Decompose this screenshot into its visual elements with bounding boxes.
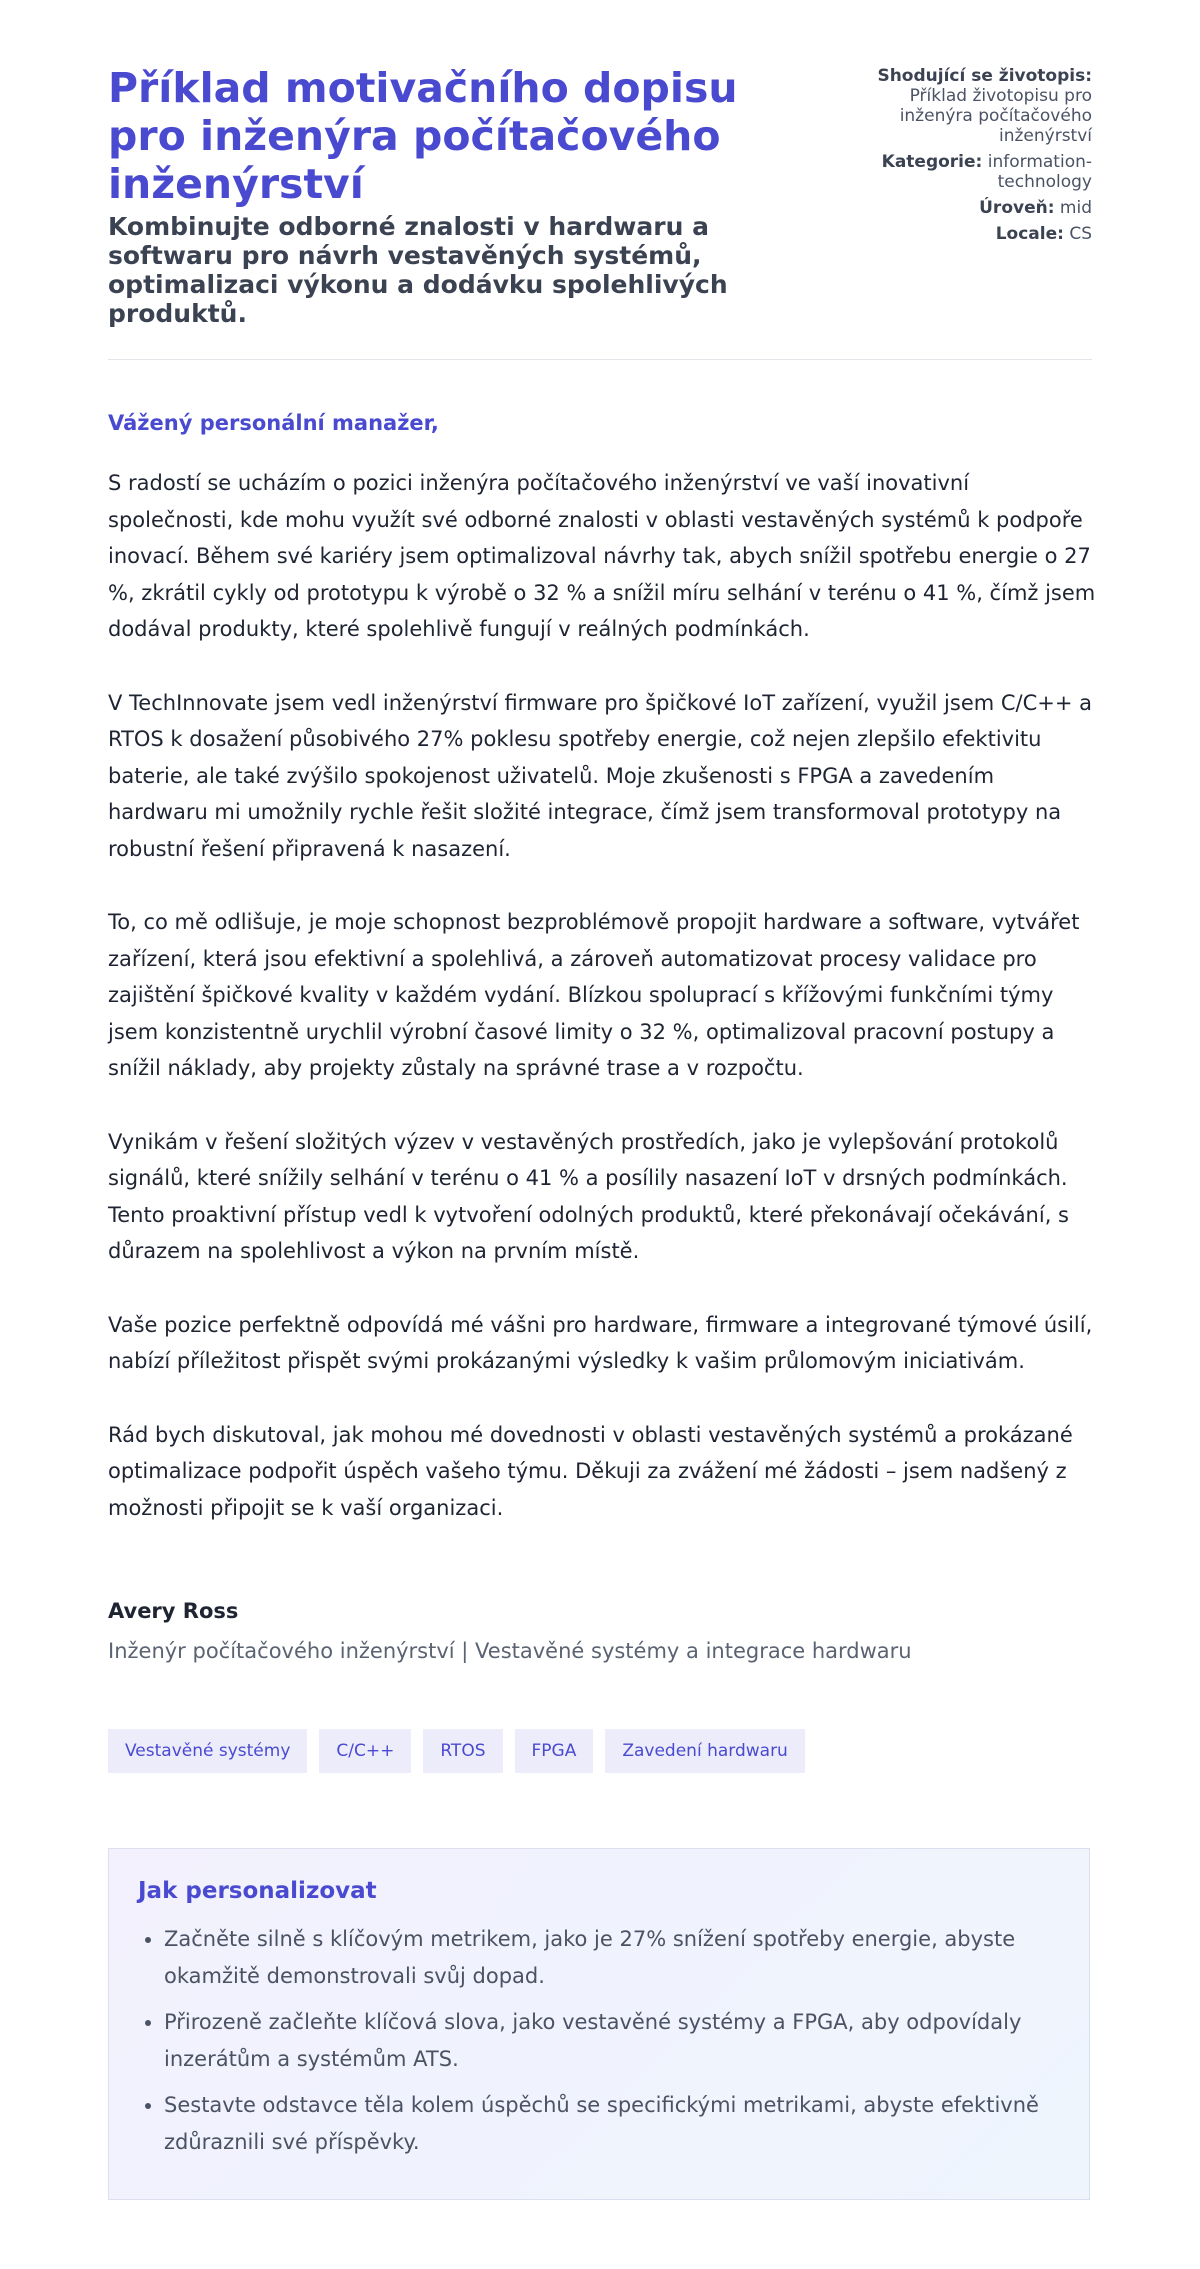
letter-paragraph: Vaše pozice perfektně odpovídá mé vášni pro hardware, firmware a integrované týmové úsilí, nabízí příležitost přispět svými prokázanými výsledky k vašim průlomovým iniciativám. <box>108 1312 1093 1373</box>
signature-title: Inženýr počítačového inženýrství | Vestavěné systémy a integrace hardwaru <box>108 1639 912 1663</box>
meta-panel <box>832 66 1092 250</box>
letter-paragraph: To, co mě odlišuje, je moje schopnost bezproblémově propojit hardware a software, vytvářet zařízení, která jsou efektivní a spolehlivá, a zároveň automatizovat procesy validace pro zajištění špičkové kvality v každém vydání. Blízkou spoluprací s křížovými funkčními týmy jsem konzistentně urychlil výrobní časové limity o 32 %, optimalizoval pracovní postupy a snížil náklady, aby projekty zůstaly na správné trase a v rozpočtu. <box>108 910 1080 1080</box>
letter-paragraph: S radostí se ucházím o pozici inženýra počítačového inženýrství ve vaší inovativní společnosti, kde mohu využít své odborné znalosti v oblasti vestavěných systémů k podpoře inovací. Během své kariéry jsem optimalizoval návrhy tak, abych snížil spotřebu energie o 27 %, zkrátil cykly od prototypu k výrobě o 32 % a snížil míru selhání v terénu o 41 %, čímž jsem dodával produkty, které spolehlivě fungují v reálných podmínkách. <box>108 471 1096 641</box>
signature-name: Avery Ross <box>108 1599 239 1623</box>
meta-level-value: mid <box>1059 198 1092 218</box>
skill-tag: C/C++ <box>319 1729 411 1773</box>
meta-category-label: Kategorie: <box>881 152 983 172</box>
skill-tag: RTOS <box>423 1729 502 1773</box>
meta-category <box>832 152 1092 192</box>
meta-locale <box>832 224 1092 244</box>
personalization-tips <box>108 1848 1090 2200</box>
letter-paragraph: Vynikám v řešení složitých výzev v vestavěných prostředích, jako je vylepšování protokolů signálů, které snížily selhání v terénu o 41 % a posílily nasazení IoT v drsných podmínkách. Tento proaktivní přístup vedl k vytvoření odolných produktů, které překonávají očekávání, s důrazem na spolehlivost a výkon na prvním místě. <box>108 1129 1069 1263</box>
meta-level-label: Úroveň: <box>979 198 1055 218</box>
header-divider <box>108 359 1092 360</box>
meta-matching-resume <box>832 66 1092 146</box>
meta-resume-label: Shodující se životopis: <box>877 66 1092 86</box>
meta-level <box>832 198 1092 218</box>
tips-title: Jak personalizovat <box>138 1878 377 1904</box>
meta-locale-value: CS <box>1069 224 1092 244</box>
skill-tags <box>108 1729 805 1773</box>
tips-list <box>138 1921 1059 2161</box>
skill-tag: Zavedení hardwaru <box>605 1729 805 1773</box>
signature-block <box>108 1595 1092 1667</box>
tips-item: • Začněte silně s klíčovým metrikem, jako je 27% snížení spotřeby energie, abyste okamžitě demonstrovali svůj dopad. <box>164 1921 1059 1995</box>
letter-body <box>108 465 1098 1563</box>
tips-item: • Přirozeně začleňte klíčová slova, jako vestavěné systémy a FPGA, aby odpovídaly inzerátům a systémům ATS. <box>164 2004 1059 2078</box>
meta-locale-label: Locale: <box>995 224 1064 244</box>
tips-item: • Sestavte odstavce těla kolem úspěchů se specifickými metrikami, abyste efektivně zdůraznili své příspěvky. <box>164 2087 1059 2161</box>
page-header <box>108 64 1092 328</box>
letter-paragraph: Rád bych diskutoval, jak mohou mé dovednosti v oblasti vestavěných systémů a prokázané optimalizace podpořit úspěch vašeho týmu. Děkuji za zvážení mé žádosti – jsem nadšený z možnosti připojit se k vaší organizaci. <box>108 1422 1073 1520</box>
skill-tag: FPGA <box>515 1729 594 1773</box>
letter-paragraph: V TechInnovate jsem vedl inženýrství firmware pro špičkové IoT zařízení, využil jsem C/C++ a RTOS k dosažení působivého 27% poklesu spotřeby energie, což nejen zlepšilo efektivitu baterie, ale také zvýšilo spokojenost uživatelů. Moje zkušenosti s FPGA a zavedením hardwaru mi umožnily rychle řešit složité integrace, čímž jsem transformoval prototypy na robustní řešení připravená k nasazení. <box>108 690 1093 861</box>
skill-tag: Vestavěné systémy <box>108 1729 307 1773</box>
page-subtitle: Kombinujte odborné znalosti v hardwaru a softwaru pro návrh vestavěných systémů, optimalizaci výkonu a dodávku spolehlivých produktů. <box>108 212 728 328</box>
letter-salutation: Vážený personální manažer, <box>108 411 439 435</box>
meta-category-value: information-technology <box>987 152 1092 192</box>
page-title: Příklad motivačního dopisu pro inženýra počítačového inženýrství <box>108 64 738 208</box>
meta-resume-value: Příklad životopisu pro inženýra počítačového inženýrství <box>899 86 1092 146</box>
